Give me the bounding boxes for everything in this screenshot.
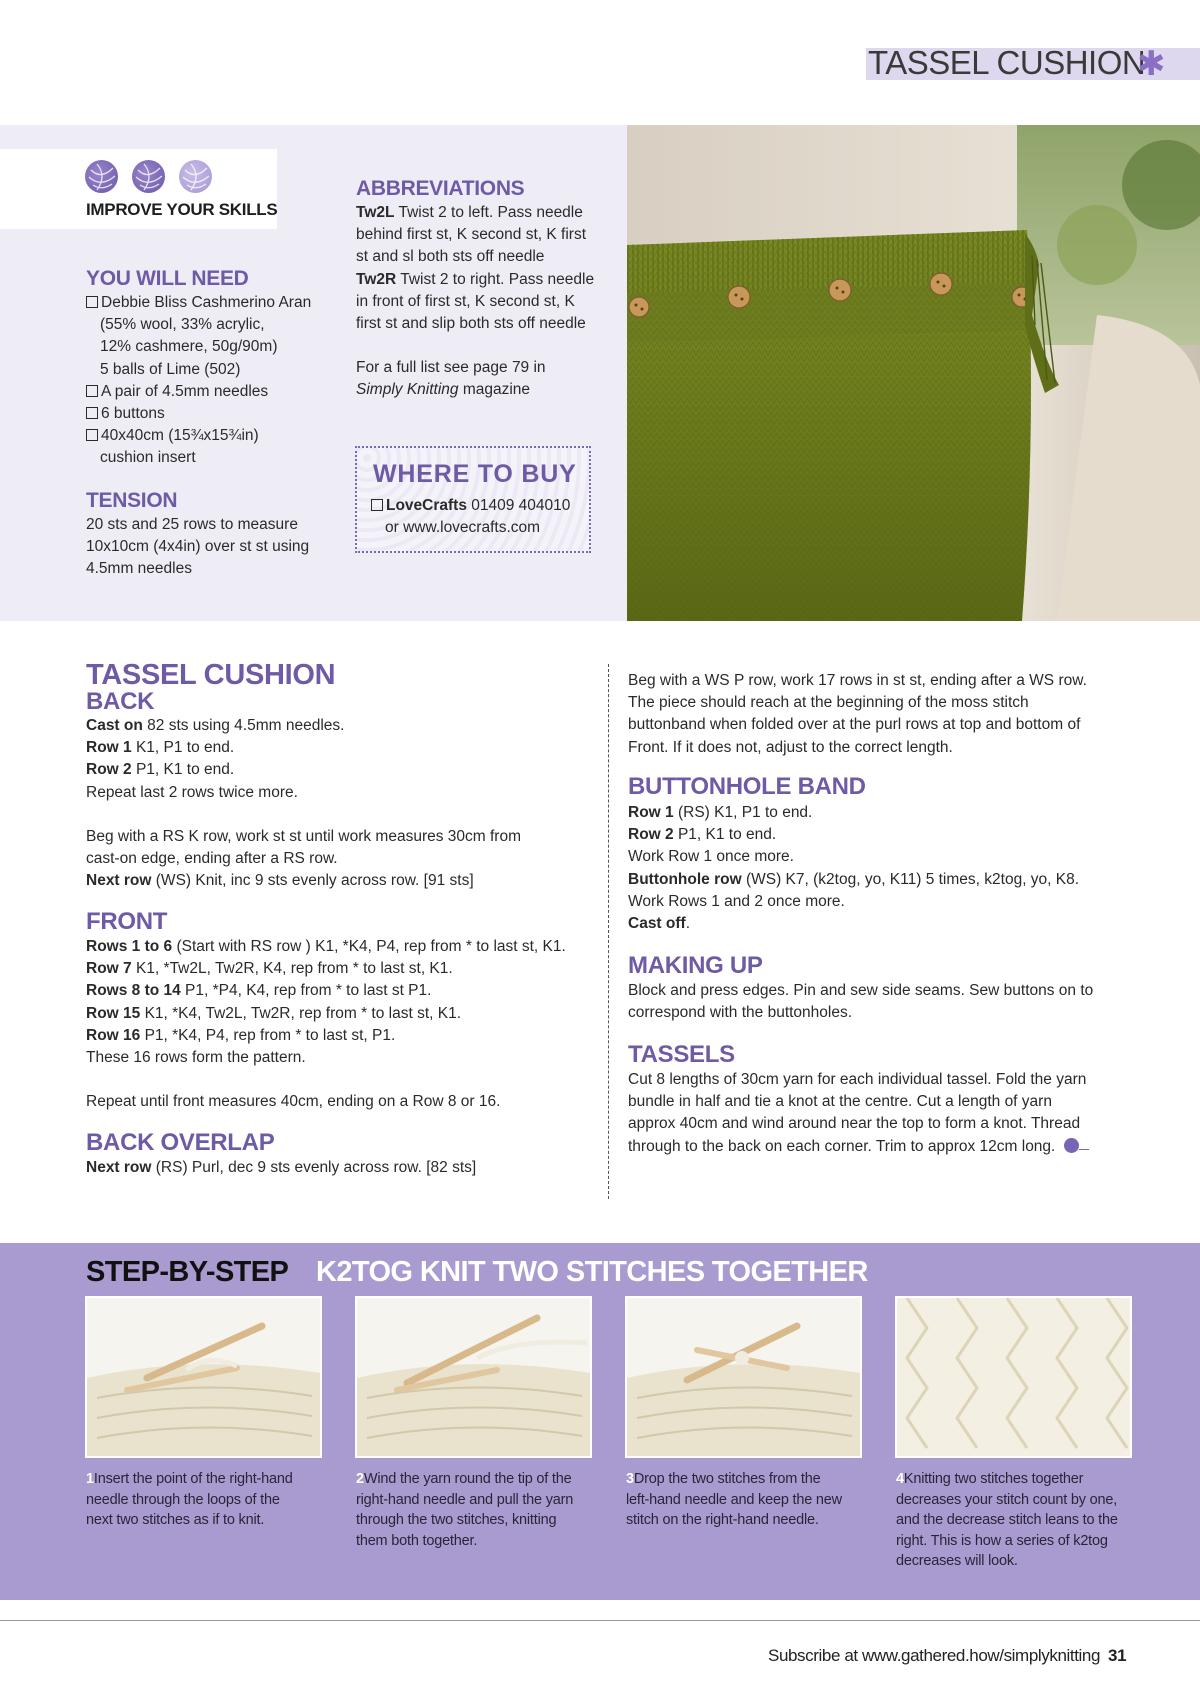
back-continued-text: Beg with a WS P row, work 17 rows in st st, ending after a WS row. The piece should reach at the beginning of the moss stitch buttonband when folded over at the purl rows at top and bottom of Front. If it does not, adjust to the correct length. — [628, 672, 1087, 756]
step-4-photo — [895, 1296, 1132, 1458]
list-item: A pair of 4.5mm needles — [86, 381, 326, 403]
checkbox-icon — [371, 499, 383, 511]
store-link[interactable]: or www.lovecrafts.com — [385, 519, 541, 537]
buttonhole-band-heading: BUTTONHOLE BAND — [628, 773, 866, 800]
front-heading: FRONT — [86, 908, 168, 935]
materials-list — [86, 292, 326, 470]
front-instructions: Rows 1 to 6 (Start with RS row ) K1, *K4, P4, rep from * to last st, K1. Row 7 K1, *Tw2L, Tw2R, K4, rep from * to last st, K1. Rows 8 to 14 P1, *P4, K4, rep from * to last st P1. Row 15 K1, *K4, Tw2L, Tw2R, rep from * to last st, K1. Row 16 P1, *K4, P4, rep from * to last st, P1. These 16 rows form the pattern. Repeat until front measures 40cm, ending on a Row 8 or 16. — [86, 938, 566, 1111]
tassels-heading: TASSELS — [628, 1041, 735, 1068]
yarn-tail-icon — [1079, 1149, 1089, 1150]
step-2-caption: 2Wind the yarn round the tip of the right-hand needle and pull the yarn through the two stitches, knitting them both together. — [356, 1471, 574, 1549]
back-heading: BACK — [86, 688, 155, 715]
abbreviations-heading: ABBREVIATIONS — [356, 177, 525, 200]
step-by-step-title: K2TOG KNIT TWO STITCHES TOGETHER — [316, 1256, 868, 1288]
you-will-need-heading: YOU WILL NEED — [86, 267, 249, 290]
where-to-buy-heading: WHERE TO BUY — [373, 460, 577, 488]
page-number: 31 — [1108, 1646, 1127, 1665]
step-3-caption: 3Drop the two stitches from the left-hand needle and keep the new stitch on the right-hand needle. — [626, 1471, 842, 1528]
step-1-caption: 1Insert the point of the right-hand needle through the loops of the next two stitches as if to knit. — [86, 1471, 293, 1528]
list-item: (55% wool, 33% acrylic, — [100, 316, 265, 334]
checkbox-icon — [86, 407, 98, 419]
end-yarn-ball-icon — [1064, 1138, 1079, 1153]
list-item: 5 balls of Lime (502) — [100, 360, 241, 378]
list-item: 12% cashmere, 50g/90m) — [100, 338, 278, 356]
star-icon: ✱ — [1137, 45, 1166, 83]
back-overlap-instructions: Next row (RS) Purl, dec 9 sts evenly across row. [82 sts] — [86, 1159, 477, 1176]
footer — [768, 1646, 1126, 1666]
skills-label: IMPROVE YOUR SKILLS — [86, 200, 278, 219]
step-4-caption: 4Knitting two stitches together decreases your stitch count by one, and the decrease stitch leans to the right. This is how a series of k2tog decreases will look. — [896, 1471, 1118, 1569]
list-item: cushion insert — [100, 449, 196, 467]
list-item: 6 buttons — [86, 403, 326, 425]
yarn-ball-icon — [85, 160, 118, 193]
step-2-photo — [355, 1296, 592, 1458]
list-item: Debbie Bliss Cashmerino Aran — [86, 292, 326, 314]
step-by-step-label: STEP-BY-STEP — [86, 1256, 289, 1288]
abbreviations-text: Tw2L Twist 2 to left. Pass needle behind first st, K second st, K first st and sl both sts off needle Tw2R Twist 2 to right. Pass needle in front of first st, K second st, K first st and slip both sts off needle For a full list see page 79 in Simply Knitting magazine — [356, 204, 595, 399]
checkbox-icon — [86, 296, 98, 308]
tension-text: 20 sts and 25 rows to measure 10x10cm (4x4in) over st st using 4.5mm needles — [86, 516, 310, 578]
step-3-photo — [625, 1296, 862, 1458]
where-to-buy-text: LoveCrafts 01409 404010 or www.lovecrafts.com — [371, 495, 586, 539]
subscribe-link[interactable]: Subscribe at www.gathered.how/simplyknitting — [768, 1646, 1101, 1665]
tension-heading: TENSION — [86, 489, 178, 512]
making-up-heading: MAKING UP — [628, 952, 763, 979]
back-instructions: Cast on 82 sts using 4.5mm needles. Row 1 K1, P1 to end. Row 2 P1, K1 to end. Repeat last 2 rows twice more. Beg with a RS K row, work st st until work measures 30cm from cast-on edge, ending after a RS row. Next row (WS) Knit, inc 9 sts evenly across row. [91 sts] — [86, 717, 521, 890]
yarn-ball-icon — [179, 160, 212, 193]
buttonhole-instructions: Row 1 (RS) K1, P1 to end. Row 2 P1, K1 to end. Work Row 1 once more. Buttonhole row (WS) K7, (k2tog, yo, K11) 5 times, k2tog, yo, K8. Work Rows 1 and 2 once more. Cast off. — [628, 804, 1080, 933]
list-item: 40x40cm (15¾x15¾in) — [86, 425, 326, 447]
making-up-text: Block and press edges. Pin and sew side seams. Sew buttons on to correspond with the buttonholes. — [628, 982, 1094, 1022]
checkbox-icon — [86, 429, 98, 441]
footer-rule — [0, 1620, 1200, 1621]
yarn-ball-icon — [132, 160, 165, 193]
page-title: TASSEL CUSHION — [868, 44, 1146, 81]
back-overlap-heading: BACK OVERLAP — [86, 1129, 275, 1156]
tassels-text: Cut 8 lengths of 30cm yarn for each individual tassel. Fold the yarn bundle in half and tie a knot at the centre. Cut a length of yarn approx 40cm and wind around near the top to form a knot. Thread through to the back on each corner. Trim to approx 12cm long. — [628, 1069, 1158, 1158]
cushion-photo — [627, 125, 1200, 621]
checkbox-icon — [86, 385, 98, 397]
step-1-photo — [85, 1296, 322, 1458]
pattern-title: TASSEL CUSHION — [86, 659, 336, 691]
column-divider — [608, 664, 609, 1199]
